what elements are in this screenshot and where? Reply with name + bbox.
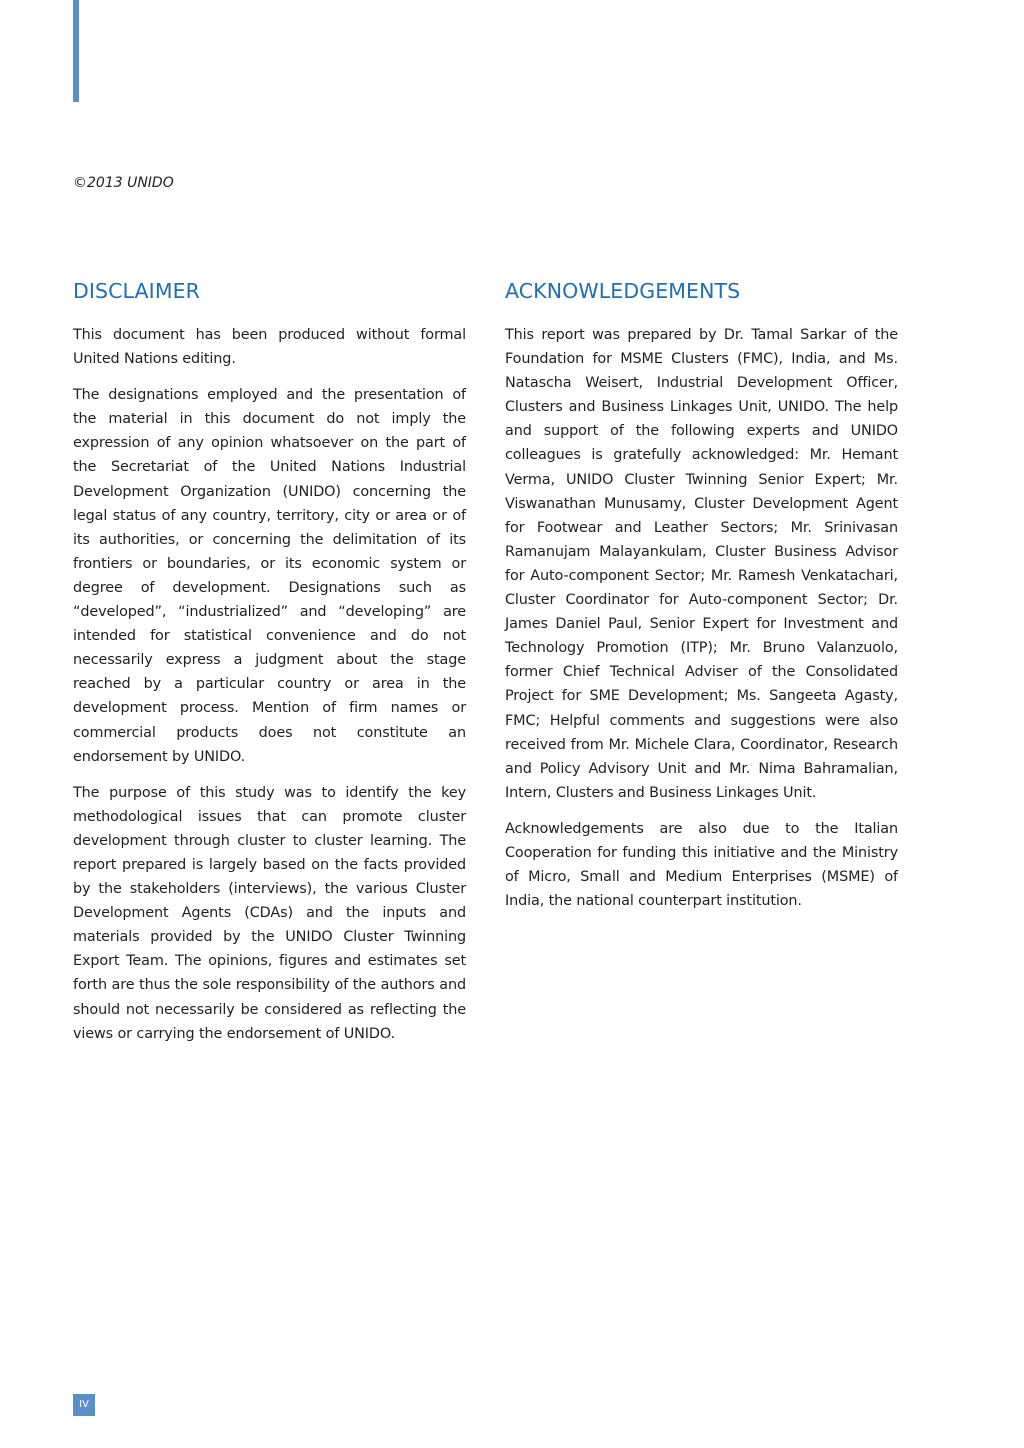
acknowledgements-heading: ACKNOWLEDGEMENTS (505, 279, 741, 303)
acknowledgements-paragraph-1: This report was prepared by Dr. Tamal Sarkar of the Foundation for MSME Clusters (FMC), India, and Ms. Natascha Weisert, Industrial Development Officer, Clusters and Business Linkages Unit, UNIDO. The help and support of the following experts and UNIDO colleagues is gratefully acknowledged: Mr. Hemant Verma, UNIDO Cluster Twinning Senior Expert; Mr. Viswanathan Munusamy, Cluster Development Agent for Footwear and Leather Sectors; Mr. Srinivasan Ramanujam Malayankulam, Cluster Business Advisor for Auto-component Sector; Mr. Ramesh Venkatachari, Cluster Coordinator for Auto-component Sector; Dr. James Daniel Paul, Senior Expert for Investment and Technology Promotion (ITP); Mr. Bruno Valanzuolo, former Chief Technical Adviser of the Consolidated Project for SME Development; Ms. Sangeeta Agasty, FMC; Helpful comments and suggestions were also received from Mr. Michele Clara, Coordinator, Research and Policy Advisory Unit and Mr. Nima Bahramalian, Intern, Clusters and Business Linkages Unit. (505, 327, 898, 801)
disclaimer-paragraph-1: This document has been produced without formal United Nations editing. (73, 327, 466, 368)
disclaimer-paragraph-3: The purpose of this study was to identify the key methodological issues that can promote cluster development through cluster to cluster learning. The report prepared is largely based on the facts provided by the stakeholders (interviews), the various Cluster Development Agents (CDAs) and the inputs and materials provided by the UNIDO Cluster Twinning Export Team. The opinions, figures and estimates set forth are thus the sole responsibility of the authors and should not necessarily be considered as reflecting the views or carrying the endorsement of UNIDO. (73, 784, 466, 1042)
acknowledgements-section (505, 278, 898, 925)
disclaimer-heading: DISCLAIMER (73, 279, 201, 303)
disclaimer-section (73, 278, 466, 1058)
copyright-notice: ©2013 UNIDO (73, 175, 174, 191)
disclaimer-paragraph-2: The designations employed and the presentation of the material in this document do not imply the expression of any opinion whatsoever on the part of the Secretariat of the United Nations Industrial Development Organization (UNIDO) concerning the legal status of any country, territory, city or area or of its authorities, or concerning the delimitation of its frontiers or boundaries, or its economic system or degree of development. Designations such as “developed”, “industrialized” and “developing” are intended for statistical convenience and do not necessarily express a judgment about the stage reached by a particular country or area in the development process. Mention of firm names or commercial products does not constitute an endorsement by UNIDO. (73, 387, 466, 765)
acknowledgements-paragraph-2: Acknowledgements are also due to the Italian Cooperation for funding this initiative and the Ministry of Micro, Small and Medium Enterprises (MSME) of India, the national counterpart institution. (505, 820, 898, 910)
accent-bar (73, 0, 79, 102)
page-number: IV (73, 1394, 95, 1416)
